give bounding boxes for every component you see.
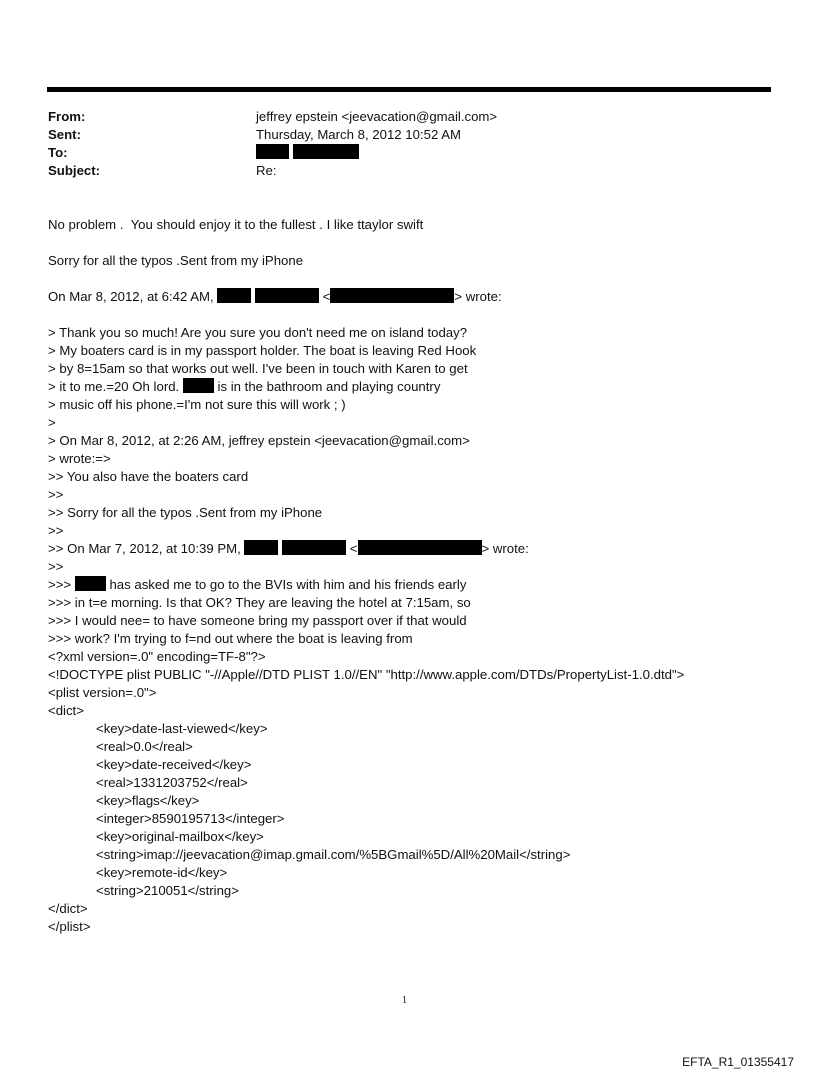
plist-line: <key>remote-id</key>: [96, 865, 228, 880]
document-id: EFTA_R1_01355417: [682, 1055, 794, 1069]
plist-line: <dict>: [48, 703, 84, 718]
plist-line: </dict>: [48, 901, 88, 916]
plist-line: <?xml version=.0" encoding=TF-8"?>: [48, 649, 266, 664]
redaction-box: [244, 540, 278, 555]
plist-line: <key>date-last-viewed</key>: [96, 721, 268, 736]
quoted-line: > music off his phone.=I'm not sure this will work ; ): [48, 397, 346, 412]
quoted-line: >> You also have the boaters card: [48, 469, 249, 484]
body-line: Sorry for all the typos .Sent from my iPhone: [48, 253, 304, 268]
redaction-box: [183, 378, 214, 393]
quoted-line: >>> in t=e morning. Is that OK? They are leaving the hotel at 7:15am, so: [48, 595, 471, 610]
quoted-line: >> Sorry for all the typos .Sent from my iPhone: [48, 505, 323, 520]
subject-label: Subject:: [48, 163, 101, 178]
plist-line: <string>210051</string>: [96, 883, 239, 898]
redaction-box: [75, 576, 106, 591]
redaction-box: [255, 288, 319, 303]
plist-line: <string>imap://jeevacation@imap.gmail.com/%5BGmail%5D/All%20Mail</string>: [96, 847, 571, 862]
quoted-line: >>> work? I'm trying to f=nd out where the boat is leaving from: [48, 631, 413, 646]
quoted-line: >>: [48, 523, 64, 538]
redaction-box: [256, 144, 289, 159]
header-rule: [47, 87, 771, 92]
plist-line: <key>date-received</key>: [96, 757, 252, 772]
quoted-line: >>: [48, 487, 64, 502]
redaction-box: [293, 144, 359, 159]
quoted-line: > wrote:=>: [48, 451, 111, 466]
quoted-line: > My boaters card is in my passport holder. The boat is leaving Red Hook: [48, 343, 477, 358]
quoted-line: > On Mar 8, 2012, at 2:26 AM, jeffrey epstein <jeevacation@gmail.com>: [48, 433, 470, 448]
redaction-box: [358, 540, 482, 555]
quoted-line: >: [48, 415, 56, 430]
redaction-box: [330, 288, 454, 303]
body-line: On Mar 8, 2012, at 6:42 AM, < > wrote:: [48, 289, 502, 304]
plist-line: <integer>8590195713</integer>: [96, 811, 285, 826]
quoted-line: > it to me.=20 Oh lord. is in the bathroom and playing country: [48, 379, 441, 394]
plist-line: <real>1331203752</real>: [96, 775, 248, 790]
plist-line: <plist version=.0">: [48, 685, 157, 700]
quoted-line: >>> has asked me to go to the BVIs with him and his friends early: [48, 577, 467, 592]
subject-value: Re:: [256, 163, 277, 178]
quoted-line: >> On Mar 7, 2012, at 10:39 PM, < > wrote:: [48, 541, 529, 556]
page-number: 1: [402, 995, 407, 1006]
sent-value: Thursday, March 8, 2012 10:52 AM: [256, 127, 462, 142]
plist-line: <real>0.0</real>: [96, 739, 193, 754]
body-line: No problem . You should enjoy it to the fullest . I like ttaylor swift: [48, 217, 424, 232]
redaction-box: [217, 288, 251, 303]
quoted-line: > by 8=15am so that works out well. I've been in touch with Karen to get: [48, 361, 468, 376]
plist-line: <!DOCTYPE plist PUBLIC "-//Apple//DTD PLIST 1.0//EN" "http://www.apple.com/DTDs/PropertyList-1.0.dtd">: [48, 667, 685, 682]
quoted-line: >>> I would nee= to have someone bring my passport over if that would: [48, 613, 467, 628]
sent-label: Sent:: [48, 127, 81, 142]
plist-line: <key>original-mailbox</key>: [96, 829, 264, 844]
from-value: jeffrey epstein <jeevacation@gmail.com>: [256, 109, 498, 124]
quoted-line: >>: [48, 559, 64, 574]
to-label: To:: [48, 145, 68, 160]
plist-line: <key>flags</key>: [96, 793, 200, 808]
redaction-box: [282, 540, 346, 555]
to-value: [256, 144, 359, 162]
plist-line: </plist>: [48, 919, 91, 934]
quoted-line: > Thank you so much! Are you sure you don't need me on island today?: [48, 325, 468, 340]
from-label: From:: [48, 109, 86, 124]
